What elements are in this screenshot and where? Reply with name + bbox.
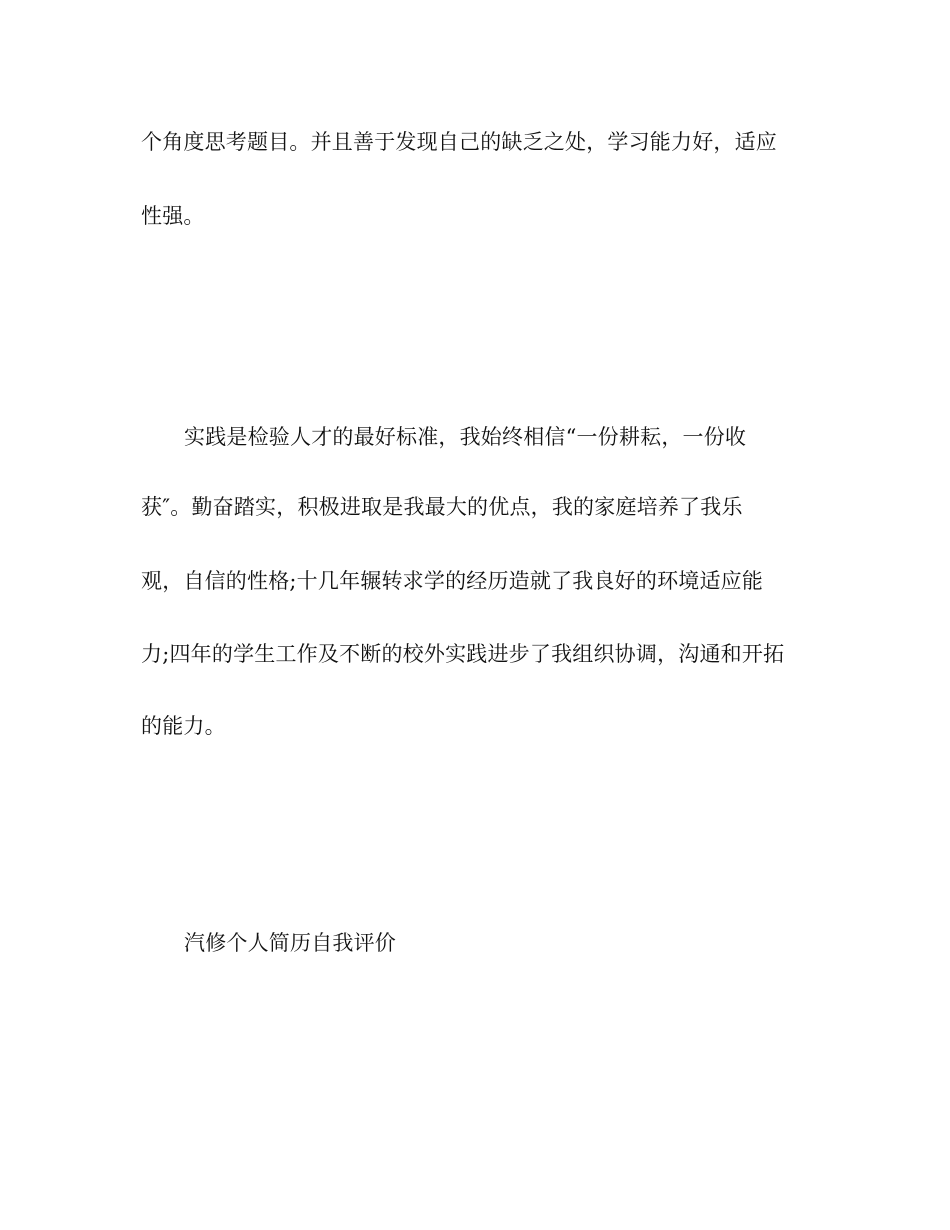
paragraph-2-line-5: 的能力。 [141,714,226,738]
section-heading: 汽修个人简历自我评价 [184,931,396,955]
paragraph-2-line-4: 力;四年的学生工作及不断的校外实践进步了我组织协调，沟通和开拓 [141,642,785,666]
paragraph-2-line-2: 获″。勤奋踏实，积极进取是我最大的优点，我的家庭培养了我乐 [141,495,743,519]
paragraph-2-line-1: 实践是检验人才的最好标准，我始终相信“一份耕耘，一份收 [184,425,747,449]
paragraph-1-line-2: 性强。 [141,204,205,228]
paragraph-1-line-1: 个角度思考题目。并且善于发现自己的缺乏之处，学习能力好，适应 [141,130,777,154]
paragraph-2-line-3: 观，自信的性格;十几年辗转求学的经历造就了我良好的环境适应能 [141,569,764,593]
